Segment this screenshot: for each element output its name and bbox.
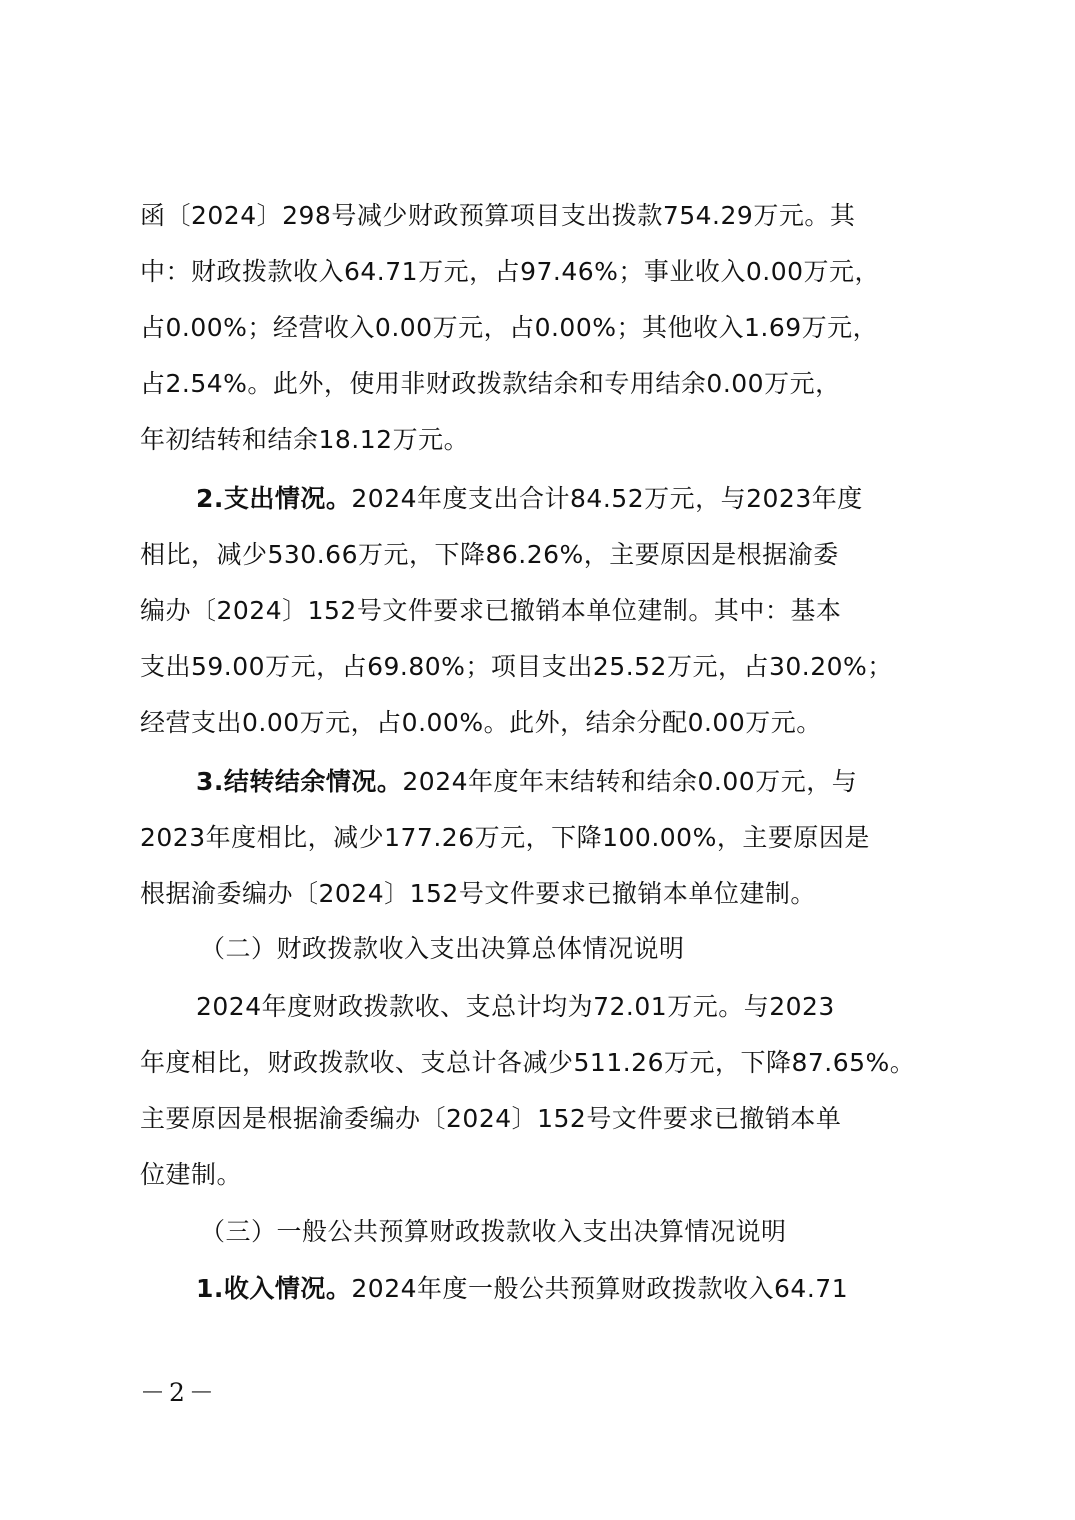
paragraph-line: 相比，减少530.66万元，下降86.26%，主要原因是根据渝委 xyxy=(140,540,839,569)
income-lead: 1.收入情况。 xyxy=(196,1274,352,1303)
carryover-paragraph-first-line xyxy=(196,762,930,802)
section-heading: （三）一般公共预算财政拨款收入支出决算情况说明 xyxy=(200,1217,787,1246)
paragraph-line: 函〔2024〕298号减少财政预算项目支出拨款754.29万元。其 xyxy=(140,201,856,230)
income-paragraph-first-line xyxy=(196,1269,930,1309)
paragraph-line: 2023年度相比，减少177.26万元，下降100.00%，主要原因是 xyxy=(140,823,870,852)
paragraph-line: 占2.54%。此外，使用非财政拨款结余和专用结余0.00万元， xyxy=(140,369,841,398)
income-first-text: 2024年度一般公共预算财政拨款收入64.71 xyxy=(351,1274,849,1303)
paragraph-line: 位建制。 xyxy=(140,1160,243,1189)
paragraph-line: 年度相比，财政拨款收、支总计各减少511.26万元，下降87.65%。 xyxy=(140,1048,916,1077)
carryover-lead: 3.结转结余情况。 xyxy=(196,767,403,796)
paragraph-line: 根据渝委编办〔2024〕152号文件要求已撤销本单位建制。 xyxy=(140,879,816,908)
expenditure-lead: 2.支出情况。 xyxy=(196,484,352,513)
expenditure-first-text: 2024年度支出合计84.52万元，与2023年度 xyxy=(351,484,863,513)
section-heading: （二）财政拨款收入支出决算总体情况说明 xyxy=(200,934,685,963)
paragraph-line: 年初结转和结余18.12万元。 xyxy=(140,425,470,454)
carryover-first-text: 2024年度年末结转和结余0.00万元，与 xyxy=(402,767,858,796)
paragraph-line: 中：财政拨款收入64.71万元，占97.46%；事业收入0.00万元， xyxy=(140,257,881,286)
paragraph-line: 2024年度财政拨款收、支总计均为72.01万元。与2023 xyxy=(196,992,835,1021)
paragraph-line: 主要原因是根据渝委编办〔2024〕152号文件要求已撤销本单 xyxy=(140,1104,842,1133)
expenditure-paragraph-first-line xyxy=(196,479,930,519)
paragraph-line: 经营支出0.00万元，占0.00%。此外，结余分配0.00万元。 xyxy=(140,708,822,737)
page-number: －2－ xyxy=(140,1378,218,1407)
paragraph-line: 编办〔2024〕152号文件要求已撤销本单位建制。其中：基本 xyxy=(140,596,842,625)
paragraph-line: 支出59.00万元，占69.80%；项目支出25.52万元，占30.20%； xyxy=(140,652,893,681)
paragraph-line: 占0.00%；经营收入0.00万元，占0.00%；其他收入1.69万元， xyxy=(140,313,879,342)
